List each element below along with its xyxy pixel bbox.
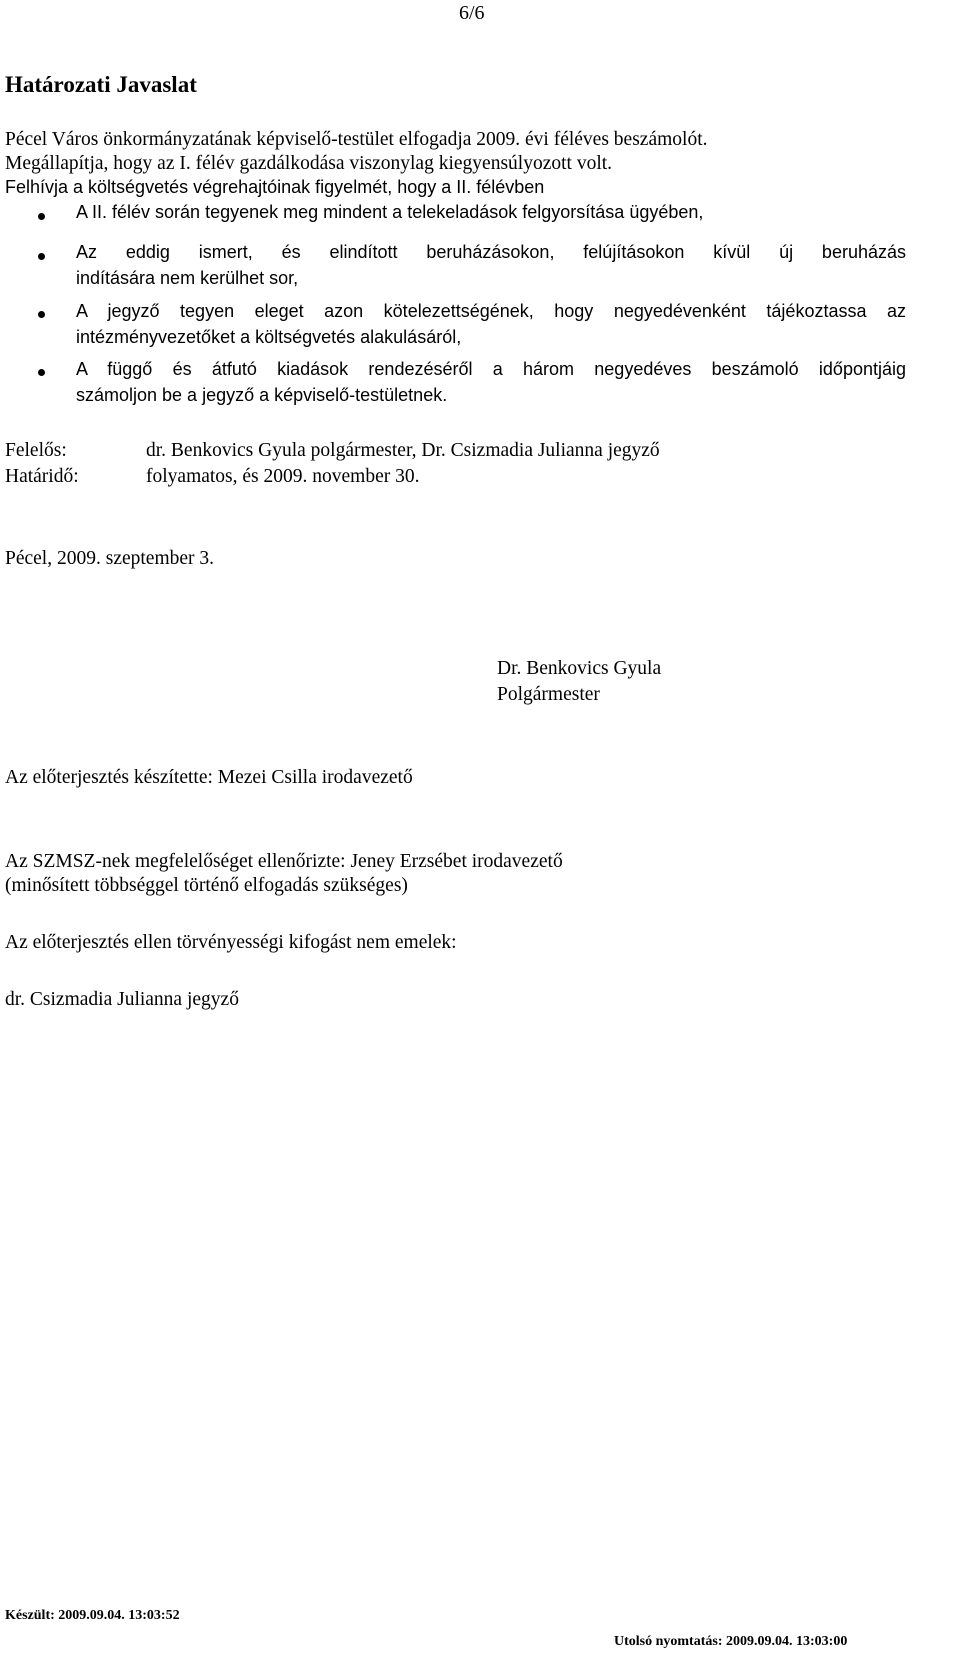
bullet-dot-icon <box>38 213 45 220</box>
bullet-dot-icon <box>38 311 45 318</box>
bullet-line: A II. félév során tegyenek meg mindent a telekeladások felgyorsítása ügyében, <box>76 202 704 222</box>
bullet-line: A függő és átfutó kiadások rendezéséről a három negyedéves beszámoló időpontjáig <box>76 359 906 379</box>
majority-note: (minősített többséggel történő elfogadás szükséges) <box>5 875 408 896</box>
signature-name: Dr. Benkovics Gyula <box>497 658 662 679</box>
bullet-line: A jegyző tegyen eleget azon kötelezettségének, hogy negyedévenként tájékoztassa az <box>76 301 906 321</box>
responsible-label: Felelős: <box>5 440 67 461</box>
intro-line-3: Felhívja a költségvetés végrehajtóinak figyelmét, hogy a II. félévben <box>5 177 545 197</box>
deadline-label: Határidő: <box>5 466 79 487</box>
page-number: 6/6 <box>459 2 485 24</box>
intro-line-1: Pécel Város önkormányzatának képviselő-testület elfogadja 2009. évi féléves beszámolót. <box>5 129 708 150</box>
prepared-by: Az előterjesztés készítette: Mezei Csilla irodavezető <box>5 767 413 788</box>
bullet-dot-icon <box>38 253 45 260</box>
bullet-line: indítására nem kerülhet sor, <box>76 268 299 288</box>
legal-note: Az előterjesztés ellen törvényességi kifogást nem emelek: <box>5 932 457 953</box>
bullet-line: számoljon be a jegyző a képviselő-testületnek. <box>76 385 448 405</box>
intro-line-2: Megállapítja, hogy az I. félév gazdálkodása viszonylag kiegyensúlyozott volt. <box>5 153 613 174</box>
responsible-value: dr. Benkovics Gyula polgármester, Dr. Csizmadia Julianna jegyző <box>146 440 660 461</box>
place-date: Pécel, 2009. szeptember 3. <box>5 548 215 569</box>
notary-name: dr. Csizmadia Julianna jegyző <box>5 989 239 1010</box>
footer-created: Készült: 2009.09.04. 13:03:52 <box>5 1608 180 1623</box>
bullet-dot-icon <box>38 369 45 376</box>
bullet-line: Az eddig ismert, és elindított beruházásokon, felújításokon kívül új beruházás <box>76 242 906 262</box>
document-heading: Határozati Javaslat <box>5 72 197 97</box>
deadline-value: folyamatos, és 2009. november 30. <box>146 466 420 487</box>
signature-title: Polgármester <box>497 684 600 705</box>
footer-printed: Utolsó nyomtatás: 2009.09.04. 13:03:00 <box>614 1634 848 1649</box>
bullet-line: intézményvezetőket a költségvetés alakulásáról, <box>76 327 462 347</box>
compliance-check: Az SZMSZ-nek megfelelőséget ellenőrizte: Jeney Erzsébet irodavezető <box>5 851 563 872</box>
